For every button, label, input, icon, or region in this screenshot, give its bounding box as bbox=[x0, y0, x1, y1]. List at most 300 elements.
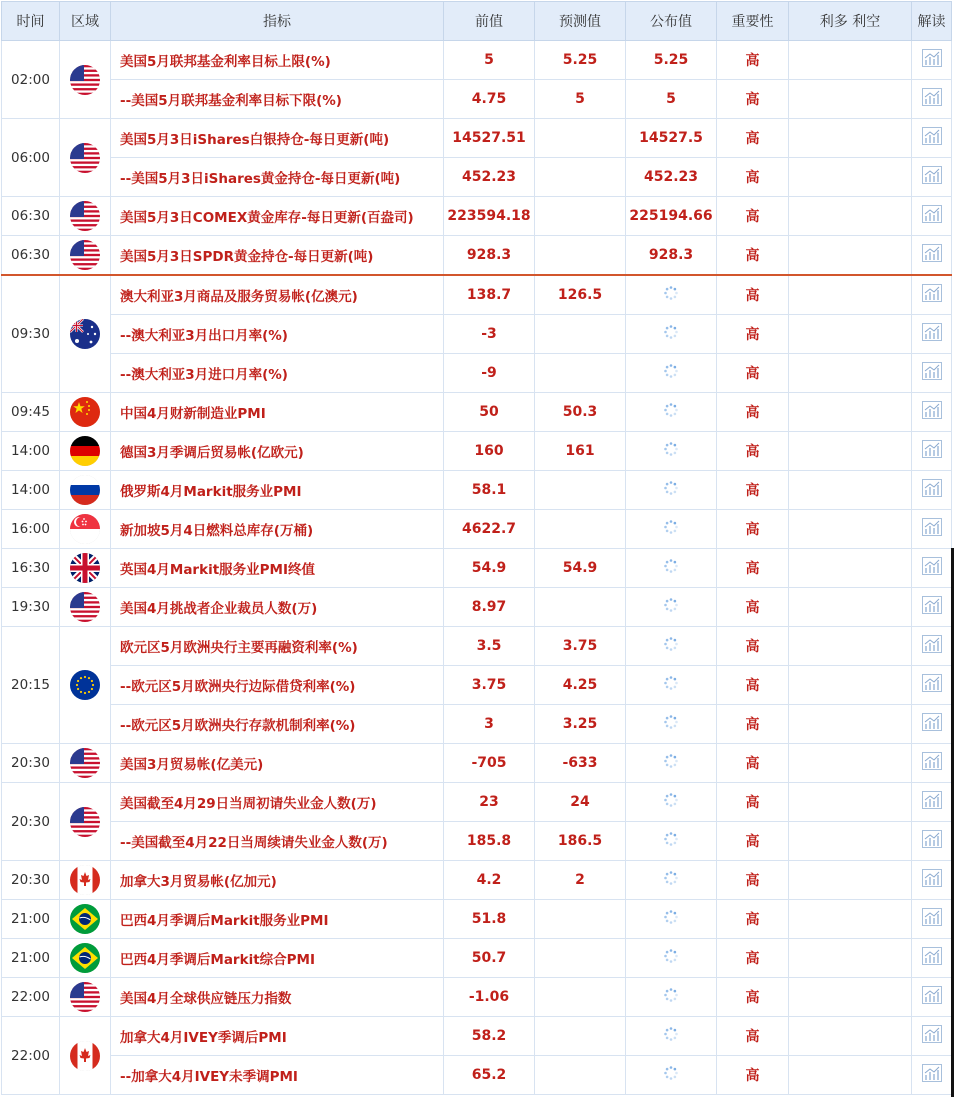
region-cell bbox=[60, 510, 111, 549]
chart-icon[interactable] bbox=[922, 752, 942, 774]
previous-value: 452.23 bbox=[444, 158, 535, 197]
actual-value bbox=[626, 549, 717, 588]
header-indicator: 指标 bbox=[111, 2, 444, 41]
actual-value: 225194.66 bbox=[626, 197, 717, 236]
importance-badge: 高 bbox=[717, 1017, 789, 1056]
importance-badge: 高 bbox=[717, 549, 789, 588]
table-row[interactable] bbox=[2, 471, 952, 510]
chart-icon[interactable] bbox=[922, 830, 942, 852]
previous-value: 4622.7 bbox=[444, 510, 535, 549]
table-row[interactable] bbox=[2, 158, 952, 197]
importance-badge: 高 bbox=[717, 744, 789, 783]
table-row[interactable] bbox=[2, 80, 952, 119]
importance-badge: 高 bbox=[717, 861, 789, 900]
impact-cell bbox=[789, 627, 912, 666]
interpret-cell[interactable] bbox=[912, 1056, 952, 1095]
previous-value: -705 bbox=[444, 744, 535, 783]
interpret-cell[interactable] bbox=[912, 197, 952, 236]
region-cell bbox=[60, 783, 111, 861]
loading-spinner-icon bbox=[663, 870, 679, 890]
actual-value bbox=[626, 315, 717, 354]
actual-value bbox=[626, 510, 717, 549]
table-row[interactable] bbox=[2, 236, 952, 276]
impact-cell bbox=[789, 236, 912, 276]
region-cell bbox=[60, 236, 111, 276]
region-cell bbox=[60, 939, 111, 978]
actual-value bbox=[626, 588, 717, 627]
loading-spinner-icon bbox=[663, 285, 679, 305]
previous-value: 3.5 bbox=[444, 627, 535, 666]
impact-cell bbox=[789, 158, 912, 197]
forecast-value bbox=[535, 158, 626, 197]
actual-value: 5.25 bbox=[626, 41, 717, 80]
previous-value: 4.75 bbox=[444, 80, 535, 119]
actual-value bbox=[626, 627, 717, 666]
event-time: 16:30 bbox=[2, 549, 60, 588]
us-flag-icon bbox=[70, 807, 100, 837]
loading-spinner-icon bbox=[663, 519, 679, 539]
table-header-row bbox=[2, 2, 952, 41]
region-cell bbox=[60, 119, 111, 197]
header-previous: 前值 bbox=[444, 2, 535, 41]
event-time: 09:45 bbox=[2, 393, 60, 432]
event-time: 21:00 bbox=[2, 900, 60, 939]
region-cell bbox=[60, 549, 111, 588]
interpret-cell[interactable] bbox=[912, 588, 952, 627]
loading-spinner-icon bbox=[663, 675, 679, 695]
impact-cell bbox=[789, 471, 912, 510]
impact-cell bbox=[789, 393, 912, 432]
interpret-cell[interactable] bbox=[912, 80, 952, 119]
interpret-cell[interactable] bbox=[912, 119, 952, 158]
importance-badge: 高 bbox=[717, 510, 789, 549]
forecast-value bbox=[535, 510, 626, 549]
event-time: 20:30 bbox=[2, 783, 60, 861]
region-cell bbox=[60, 197, 111, 236]
br-flag-icon bbox=[70, 904, 100, 934]
impact-cell bbox=[789, 588, 912, 627]
importance-badge: 高 bbox=[717, 471, 789, 510]
indicator-name[interactable]: 美国4月全球供应链压力指数 bbox=[111, 978, 444, 1017]
indicator-name[interactable]: 美国4月挑战者企业裁员人数(万) bbox=[111, 588, 444, 627]
table-row[interactable] bbox=[2, 705, 952, 744]
table-row[interactable] bbox=[2, 666, 952, 705]
previous-value: 65.2 bbox=[444, 1056, 535, 1095]
event-time: 16:00 bbox=[2, 510, 60, 549]
loading-spinner-icon bbox=[663, 792, 679, 812]
impact-cell bbox=[789, 666, 912, 705]
chart-icon[interactable] bbox=[922, 791, 942, 813]
us-flag-icon bbox=[70, 65, 100, 95]
forecast-value bbox=[535, 939, 626, 978]
indicator-name[interactable]: --澳大利亚3月出口月率(%) bbox=[111, 315, 444, 354]
actual-value bbox=[626, 1056, 717, 1095]
br-flag-icon bbox=[70, 943, 100, 973]
actual-value bbox=[626, 275, 717, 315]
indicator-name[interactable]: 德国3月季调后贸易帐(亿欧元) bbox=[111, 432, 444, 471]
actual-value bbox=[626, 744, 717, 783]
region-cell bbox=[60, 744, 111, 783]
indicator-name[interactable]: --美国5月3日iShares黄金持仓-每日更新(吨) bbox=[111, 158, 444, 197]
indicator-name[interactable]: 美国5月3日COMEX黄金库存-每日更新(百盎司) bbox=[111, 197, 444, 236]
importance-badge: 高 bbox=[717, 80, 789, 119]
calendar-body bbox=[2, 41, 952, 1095]
event-time: 14:00 bbox=[2, 432, 60, 471]
interpret-cell[interactable] bbox=[912, 744, 952, 783]
chart-icon[interactable] bbox=[922, 908, 942, 930]
table-row[interactable] bbox=[2, 822, 952, 861]
loading-spinner-icon bbox=[663, 1065, 679, 1085]
previous-value: 138.7 bbox=[444, 275, 535, 315]
region-cell bbox=[60, 861, 111, 900]
actual-value: 452.23 bbox=[626, 158, 717, 197]
header-interpret: 解读 bbox=[912, 2, 952, 41]
header-actual: 公布值 bbox=[626, 2, 717, 41]
region-cell bbox=[60, 471, 111, 510]
importance-badge: 高 bbox=[717, 822, 789, 861]
region-cell bbox=[60, 393, 111, 432]
chart-icon[interactable] bbox=[922, 166, 942, 188]
impact-cell bbox=[789, 510, 912, 549]
chart-icon[interactable] bbox=[922, 596, 942, 618]
interpret-cell[interactable] bbox=[912, 939, 952, 978]
interpret-cell[interactable] bbox=[912, 783, 952, 822]
interpret-cell[interactable] bbox=[912, 275, 952, 315]
event-time: 06:30 bbox=[2, 197, 60, 236]
table-row[interactable] bbox=[2, 1056, 952, 1095]
impact-cell bbox=[789, 1056, 912, 1095]
table-row[interactable] bbox=[2, 744, 952, 783]
impact-cell bbox=[789, 275, 912, 315]
chart-icon[interactable] bbox=[922, 401, 942, 423]
forecast-value bbox=[535, 471, 626, 510]
table-row[interactable] bbox=[2, 588, 952, 627]
indicator-name[interactable]: 美国截至4月29日当周初请失业金人数(万) bbox=[111, 783, 444, 822]
chart-icon[interactable] bbox=[922, 362, 942, 384]
actual-value: 928.3 bbox=[626, 236, 717, 276]
indicator-name[interactable]: 欧元区5月欧洲央行主要再融资利率(%) bbox=[111, 627, 444, 666]
region-cell bbox=[60, 432, 111, 471]
previous-value: 50 bbox=[444, 393, 535, 432]
forecast-value bbox=[535, 900, 626, 939]
forecast-value bbox=[535, 978, 626, 1017]
importance-badge: 高 bbox=[717, 978, 789, 1017]
chart-icon[interactable] bbox=[922, 88, 942, 110]
au-flag-icon bbox=[70, 319, 100, 349]
forecast-value: 24 bbox=[535, 783, 626, 822]
uk-flag-icon bbox=[70, 553, 100, 583]
indicator-name[interactable]: 美国3月贸易帐(亿美元) bbox=[111, 744, 444, 783]
importance-badge: 高 bbox=[717, 1056, 789, 1095]
previous-value: 54.9 bbox=[444, 549, 535, 588]
region-cell bbox=[60, 627, 111, 744]
previous-value: 51.8 bbox=[444, 900, 535, 939]
chart-icon[interactable] bbox=[922, 440, 942, 462]
interpret-cell[interactable] bbox=[912, 861, 952, 900]
indicator-name[interactable]: --澳大利亚3月进口月率(%) bbox=[111, 354, 444, 393]
impact-cell bbox=[789, 432, 912, 471]
interpret-cell[interactable] bbox=[912, 354, 952, 393]
header-importance: 重要性 bbox=[717, 2, 789, 41]
impact-cell bbox=[789, 939, 912, 978]
chart-icon[interactable] bbox=[922, 1064, 942, 1086]
indicator-name[interactable]: --欧元区5月欧洲央行存款机制利率(%) bbox=[111, 705, 444, 744]
indicator-name[interactable]: 加拿大3月贸易帐(亿加元) bbox=[111, 861, 444, 900]
loading-spinner-icon bbox=[663, 441, 679, 461]
interpret-cell[interactable] bbox=[912, 158, 952, 197]
table-row[interactable] bbox=[2, 432, 952, 471]
impact-cell bbox=[789, 783, 912, 822]
forecast-value: -633 bbox=[535, 744, 626, 783]
sg-flag-icon bbox=[70, 514, 100, 544]
event-time: 20:30 bbox=[2, 861, 60, 900]
interpret-cell[interactable] bbox=[912, 236, 952, 276]
actual-value bbox=[626, 354, 717, 393]
table-row[interactable] bbox=[2, 41, 952, 80]
forecast-value bbox=[535, 1017, 626, 1056]
event-time: 06:00 bbox=[2, 119, 60, 197]
forecast-value: 186.5 bbox=[535, 822, 626, 861]
region-cell bbox=[60, 588, 111, 627]
indicator-name[interactable]: --欧元区5月欧洲央行边际借贷利率(%) bbox=[111, 666, 444, 705]
indicator-name[interactable]: 俄罗斯4月Markit服务业PMI bbox=[111, 471, 444, 510]
actual-value bbox=[626, 978, 717, 1017]
ru-flag-icon bbox=[70, 475, 100, 505]
indicator-name[interactable]: 美国5月联邦基金利率目标上限(%) bbox=[111, 41, 444, 80]
forecast-value bbox=[535, 119, 626, 158]
interpret-cell[interactable] bbox=[912, 432, 952, 471]
loading-spinner-icon bbox=[663, 987, 679, 1007]
chart-icon[interactable] bbox=[922, 947, 942, 969]
importance-badge: 高 bbox=[717, 666, 789, 705]
actual-value bbox=[626, 471, 717, 510]
indicator-name[interactable]: 新加坡5月4日燃料总库存(万桶) bbox=[111, 510, 444, 549]
interpret-cell[interactable] bbox=[912, 822, 952, 861]
previous-value: 928.3 bbox=[444, 236, 535, 276]
economic-calendar-table bbox=[1, 1, 952, 1095]
ca-flag-icon bbox=[70, 865, 100, 895]
event-time: 20:15 bbox=[2, 627, 60, 744]
loading-spinner-icon bbox=[663, 909, 679, 929]
header-region: 区域 bbox=[60, 2, 111, 41]
forecast-value: 161 bbox=[535, 432, 626, 471]
loading-spinner-icon bbox=[663, 753, 679, 773]
importance-badge: 高 bbox=[717, 627, 789, 666]
chart-icon[interactable] bbox=[922, 284, 942, 306]
event-time: 20:30 bbox=[2, 744, 60, 783]
interpret-cell[interactable] bbox=[912, 705, 952, 744]
loading-spinner-icon bbox=[663, 597, 679, 617]
table-row[interactable] bbox=[2, 783, 952, 822]
indicator-name[interactable]: --美国5月联邦基金利率目标下限(%) bbox=[111, 80, 444, 119]
header-forecast: 预测值 bbox=[535, 2, 626, 41]
chart-icon[interactable] bbox=[922, 518, 942, 540]
loading-spinner-icon bbox=[663, 402, 679, 422]
actual-value bbox=[626, 861, 717, 900]
impact-cell bbox=[789, 822, 912, 861]
actual-value bbox=[626, 939, 717, 978]
eu-flag-icon bbox=[70, 670, 100, 700]
chart-icon[interactable] bbox=[922, 323, 942, 345]
previous-value: 23 bbox=[444, 783, 535, 822]
impact-cell bbox=[789, 549, 912, 588]
chart-icon[interactable] bbox=[922, 205, 942, 227]
indicator-name[interactable]: 中国4月财新制造业PMI bbox=[111, 393, 444, 432]
event-time: 19:30 bbox=[2, 588, 60, 627]
previous-value: 58.2 bbox=[444, 1017, 535, 1056]
impact-cell bbox=[789, 1017, 912, 1056]
importance-badge: 高 bbox=[717, 275, 789, 315]
indicator-name[interactable]: 美国5月3日SPDR黄金持仓-每日更新(吨) bbox=[111, 236, 444, 276]
loading-spinner-icon bbox=[663, 363, 679, 383]
indicator-name[interactable]: 英国4月Markit服务业PMI终值 bbox=[111, 549, 444, 588]
indicator-name[interactable]: 巴西4月季调后Markit服务业PMI bbox=[111, 900, 444, 939]
interpret-cell[interactable] bbox=[912, 666, 952, 705]
importance-badge: 高 bbox=[717, 705, 789, 744]
previous-value: 4.2 bbox=[444, 861, 535, 900]
indicator-name[interactable]: 澳大利亚3月商品及服务贸易帐(亿澳元) bbox=[111, 275, 444, 315]
importance-badge: 高 bbox=[717, 236, 789, 276]
previous-value: 8.97 bbox=[444, 588, 535, 627]
us-flag-icon bbox=[70, 240, 100, 270]
actual-value bbox=[626, 393, 717, 432]
forecast-value: 3.75 bbox=[535, 627, 626, 666]
loading-spinner-icon bbox=[663, 831, 679, 851]
loading-spinner-icon bbox=[663, 480, 679, 500]
table-row[interactable] bbox=[2, 627, 952, 666]
indicator-name[interactable]: 巴西4月季调后Markit综合PMI bbox=[111, 939, 444, 978]
importance-badge: 高 bbox=[717, 588, 789, 627]
loading-spinner-icon bbox=[663, 636, 679, 656]
interpret-cell[interactable] bbox=[912, 393, 952, 432]
impact-cell bbox=[789, 197, 912, 236]
table-row[interactable] bbox=[2, 978, 952, 1017]
importance-badge: 高 bbox=[717, 354, 789, 393]
table-row[interactable] bbox=[2, 197, 952, 236]
cn-flag-icon bbox=[70, 397, 100, 427]
previous-value: 185.8 bbox=[444, 822, 535, 861]
actual-value bbox=[626, 1017, 717, 1056]
event-time: 09:30 bbox=[2, 275, 60, 393]
table-row[interactable] bbox=[2, 393, 952, 432]
forecast-value: 5.25 bbox=[535, 41, 626, 80]
impact-cell bbox=[789, 705, 912, 744]
interpret-cell[interactable] bbox=[912, 900, 952, 939]
indicator-name[interactable]: 美国5月3日iShares白银持仓-每日更新(吨) bbox=[111, 119, 444, 158]
impact-cell bbox=[789, 354, 912, 393]
table-row[interactable] bbox=[2, 315, 952, 354]
table-row[interactable] bbox=[2, 900, 952, 939]
loading-spinner-icon bbox=[663, 324, 679, 344]
chart-icon[interactable] bbox=[922, 713, 942, 735]
chart-icon[interactable] bbox=[922, 674, 942, 696]
previous-value: -9 bbox=[444, 354, 535, 393]
interpret-cell[interactable] bbox=[912, 978, 952, 1017]
forecast-value: 5 bbox=[535, 80, 626, 119]
previous-value: 5 bbox=[444, 41, 535, 80]
table-row[interactable] bbox=[2, 939, 952, 978]
chart-icon[interactable] bbox=[922, 635, 942, 657]
loading-spinner-icon bbox=[663, 948, 679, 968]
event-time: 02:00 bbox=[2, 41, 60, 119]
us-flag-icon bbox=[70, 592, 100, 622]
table-row[interactable] bbox=[2, 275, 952, 315]
de-flag-icon bbox=[70, 436, 100, 466]
chart-icon[interactable] bbox=[922, 557, 942, 579]
chart-icon[interactable] bbox=[922, 127, 942, 149]
loading-spinner-icon bbox=[663, 1026, 679, 1046]
forecast-value bbox=[535, 588, 626, 627]
previous-value: 160 bbox=[444, 432, 535, 471]
interpret-cell[interactable] bbox=[912, 510, 952, 549]
interpret-cell[interactable] bbox=[912, 471, 952, 510]
loading-spinner-icon bbox=[663, 714, 679, 734]
importance-badge: 高 bbox=[717, 783, 789, 822]
forecast-value: 126.5 bbox=[535, 275, 626, 315]
forecast-value: 54.9 bbox=[535, 549, 626, 588]
interpret-cell[interactable] bbox=[912, 627, 952, 666]
impact-cell bbox=[789, 861, 912, 900]
impact-cell bbox=[789, 744, 912, 783]
impact-cell bbox=[789, 900, 912, 939]
importance-badge: 高 bbox=[717, 939, 789, 978]
actual-value bbox=[626, 783, 717, 822]
table-row[interactable] bbox=[2, 861, 952, 900]
interpret-cell[interactable] bbox=[912, 315, 952, 354]
importance-badge: 高 bbox=[717, 119, 789, 158]
chart-icon[interactable] bbox=[922, 986, 942, 1008]
previous-value: 50.7 bbox=[444, 939, 535, 978]
event-time: 14:00 bbox=[2, 471, 60, 510]
interpret-cell[interactable] bbox=[912, 1017, 952, 1056]
interpret-cell[interactable] bbox=[912, 41, 952, 80]
impact-cell bbox=[789, 41, 912, 80]
previous-value: -3 bbox=[444, 315, 535, 354]
table-row[interactable] bbox=[2, 354, 952, 393]
chart-icon[interactable] bbox=[922, 869, 942, 891]
forecast-value bbox=[535, 354, 626, 393]
importance-badge: 高 bbox=[717, 393, 789, 432]
interpret-cell[interactable] bbox=[912, 549, 952, 588]
forecast-value bbox=[535, 1056, 626, 1095]
indicator-name[interactable]: --美国截至4月22日当周续请失业金人数(万) bbox=[111, 822, 444, 861]
table-row[interactable] bbox=[2, 510, 952, 549]
event-time: 22:00 bbox=[2, 1017, 60, 1095]
indicator-name[interactable]: --加拿大4月IVEY未季调PMI bbox=[111, 1056, 444, 1095]
importance-badge: 高 bbox=[717, 432, 789, 471]
chart-icon[interactable] bbox=[922, 49, 942, 71]
region-cell bbox=[60, 275, 111, 393]
chart-icon[interactable] bbox=[922, 1025, 942, 1047]
actual-value bbox=[626, 900, 717, 939]
indicator-name[interactable]: 加拿大4月IVEY季调后PMI bbox=[111, 1017, 444, 1056]
impact-cell bbox=[789, 315, 912, 354]
actual-value bbox=[626, 822, 717, 861]
event-time: 21:00 bbox=[2, 939, 60, 978]
table-row[interactable] bbox=[2, 1017, 952, 1056]
previous-value: 3 bbox=[444, 705, 535, 744]
table-row[interactable] bbox=[2, 119, 952, 158]
forecast-value: 2 bbox=[535, 861, 626, 900]
chart-icon[interactable] bbox=[922, 244, 942, 266]
table-row[interactable] bbox=[2, 549, 952, 588]
region-cell bbox=[60, 900, 111, 939]
chart-icon[interactable] bbox=[922, 479, 942, 501]
us-flag-icon bbox=[70, 748, 100, 778]
forecast-value: 4.25 bbox=[535, 666, 626, 705]
previous-value: 223594.18 bbox=[444, 197, 535, 236]
importance-badge: 高 bbox=[717, 158, 789, 197]
